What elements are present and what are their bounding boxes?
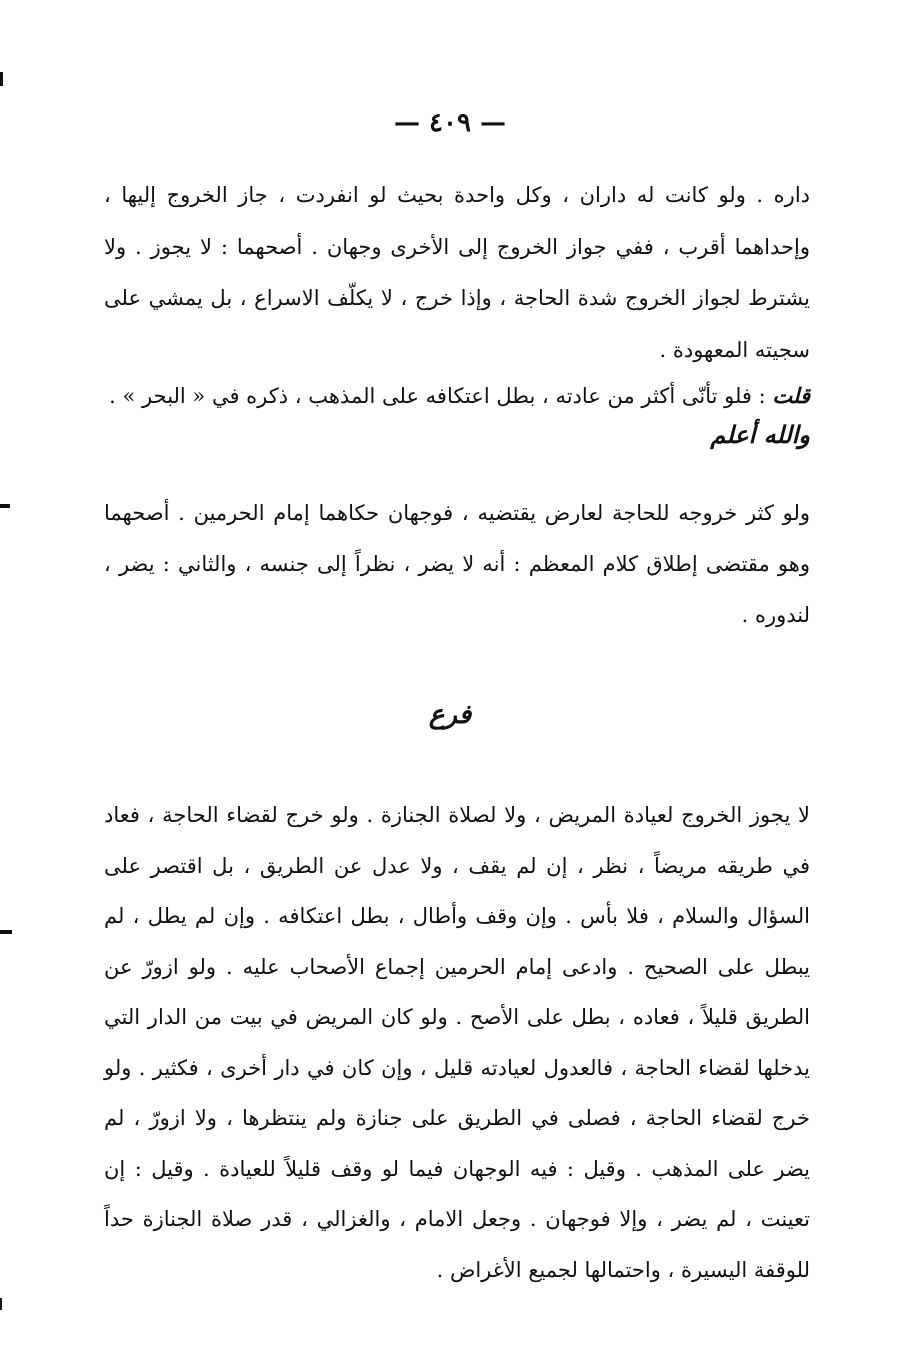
paragraph-4: لا يجوز الخروج لعيادة المريض ، ولا لصلاة الجنازة . ولو خرج لقضاء الحاجة ، فعاد في طريقه مريضاً ، نظر ، إن لم يقف ، ولا عدل عن الطريق ، بل اقتصر على السؤال والسلام ، فلا بأس . وإن وقف وأطال ، بطل اعتكافه . وإن لم يطل ، لم يبطل على الصحيح . وادعى إمام الحرمين إجماع الأصحاب عليه . ولو ازورّ عن الطريق قليلاً ، فعاده ، بطل على الأصح . ولو كان المريض في بيت من الدار التي يدخلها لقضاء الحاجة ، فالعدول لعيادته قليل ، وإن كان في دار أخرى ، فكثير . ولو خرج لقضاء الحاجة ، فصلى في الطريق على جنازة ولم ينتظرها ، ولا ازورّ ، لم يضر على المذهب . وقيل : فيه الوجهان فيما لو وقف قليلاً للعيادة . وقيل : إن تعينت ، لم يضر ، وإلا فوجهان . وجعل الامام ، والغزالي ، قدر صلاة الجنازة حداً للوقفة اليسيرة ، واحتمالها لجميع الأغراض . xyxy=(104,803,810,1282)
closing-phrase: والله أعلم xyxy=(710,420,810,449)
margin-mark xyxy=(0,930,12,934)
margin-mark xyxy=(0,504,10,508)
paragraph-3: ولو كثر خروجه للحاجة لعارض يقتضيه ، فوجهان حكاهما إمام الحرمين . أصحهما وهو مقتضى إطلاق كلام المعظم : أنه لا يضر ، نظراً إلى جنسه ، والثاني : يضر ، لندوره . xyxy=(104,501,810,627)
margin-mark xyxy=(0,1298,2,1310)
paragraph-1: داره . ولو كانت له داران ، وكل واحدة بحيث لو انفردت ، جاز الخروج إليها ، وإحداهما أقرب ، ففي جواز الخروج إلى الأخرى وجهان . أصحهما : لا يجوز . ولا يشترط لجواز الخروج شدة الحاجة ، وإذا خرج ، لا يكلّف الاسراع ، بل يمشي على سجيته المعهودة . xyxy=(104,183,810,362)
paragraph-2-text: : فلو تأنّى أكثر من عادته ، بطل اعتكافه على المذهب ، ذكره في « البحر » . xyxy=(109,384,773,408)
note-label: قلت xyxy=(772,383,810,408)
page-number: — ٤٠٩ — xyxy=(393,108,507,138)
paragraph-2 xyxy=(104,370,810,423)
margin-mark xyxy=(0,72,3,86)
section-title: فرع xyxy=(428,700,472,730)
